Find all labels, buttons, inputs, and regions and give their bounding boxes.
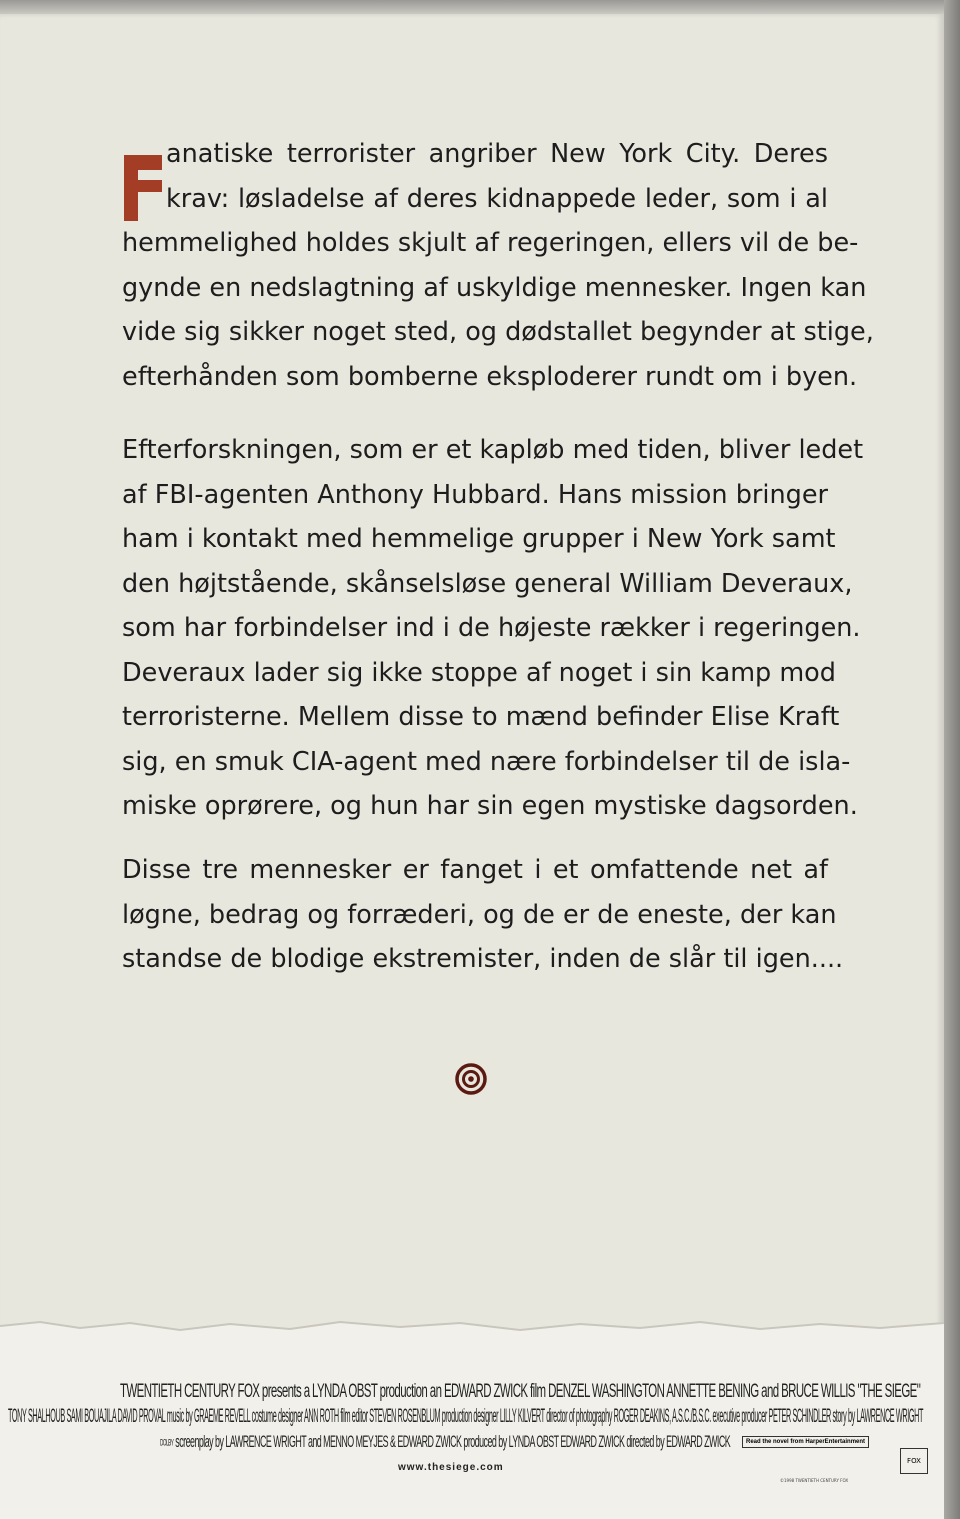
blurb-line: hemmelighed holdes skjult af regeringen, ellers vil de be-	[122, 228, 859, 258]
blurb-line: vide sig sikker noget sted, og dødstallet begynder at stige,	[122, 317, 874, 347]
blurb-paragraph-2	[122, 428, 864, 829]
blurb-line: sig, en smuk CIA-agent med nære forbindelser til de isla-	[122, 746, 851, 777]
blurb-paragraph-3	[122, 848, 844, 982]
blurb-paragraph-1	[122, 132, 874, 399]
credits-line-2: TONY SHALHOUB SAMI BOUAJILA DAVID PROVAL music by GRAEME REVELL costume designer ANN ROTH film editor STEVEN ROSENBLUM production designer LILLY KILVERT director of photography ROGER DEAKINS, A.S.C./B.S.C. executive producer PETER SCHINDLER story by LAWRENCE WRIGHT	[8, 1406, 924, 1427]
blurb-line: Disse tre mennesker er fanget i et omfattende net af	[122, 855, 828, 885]
blurb-line: miske oprørere, og hun har sin egen mystiske dagsorden.	[122, 791, 858, 821]
novel-box: Read the novel from HarperEntertainment	[742, 1436, 869, 1448]
fox-logo: FOX	[900, 1448, 928, 1474]
credits-line-1: TWENTIETH CENTURY FOX presents a LYNDA OBST production an EDWARD ZWICK film DENZEL WASHINGTON ANNETTE BENING and BRUCE WILLIS "THE SIEGE"	[120, 1381, 921, 1402]
blurb-line: standse de blodige ekstremister, inden de slår til igen....	[122, 944, 844, 974]
credits-line-3	[160, 1432, 730, 1452]
blurb-line: krav: løsladelse af deres kidnappede leder, som i al	[166, 183, 828, 214]
blurb-line: gynde en nedslagtning af uskyldige mennesker. Ingen kan	[122, 272, 867, 303]
website-url: www.thesiege.com	[398, 1462, 504, 1473]
blurb-line: ham i kontakt med hemmelige grupper i New York samt	[122, 524, 836, 554]
blurb-line: løgne, bedrag og forræderi, og de er de eneste, der kan	[122, 899, 837, 930]
blurb-line: af FBI-agenten Anthony Hubbard. Hans mission bringer	[122, 479, 828, 510]
blurb-line: som har forbindelser ind i de højeste rækker i regeringen.	[122, 613, 861, 643]
blurb-line: den højtstående, skånselsløse general William Deveraux,	[122, 568, 853, 599]
blurb-line: anatiske terrorister angriber New York City. Deres	[166, 139, 828, 169]
blurb-line: Efterforskningen, som er et kapløb med tiden, bliver ledet	[122, 435, 864, 465]
target-icon	[455, 1063, 487, 1095]
blurb-line: terroristerne. Mellem disse to mænd befinder Elise Kraft	[122, 702, 840, 732]
copyright-text: ©1998 TWENTIETH CENTURY FOX	[780, 1478, 849, 1483]
cover-right-edge	[944, 0, 960, 1519]
blurb-line: efterhånden som bomberne eksploderer rundt om i byen.	[122, 361, 858, 392]
cover-top-edge	[0, 0, 960, 14]
blurb-line: Deveraux lader sig ikke stoppe af noget i sin kamp mod	[122, 657, 836, 688]
dolby-logo: DOLBY	[160, 1437, 174, 1448]
credits-line-3-text: screenplay by LAWRENCE WRIGHT and MENNO MEYJES & EDWARD ZWICK produced by LYNDA OBST EDWARD ZWICK directed by EDWARD ZWICK	[175, 1432, 731, 1451]
